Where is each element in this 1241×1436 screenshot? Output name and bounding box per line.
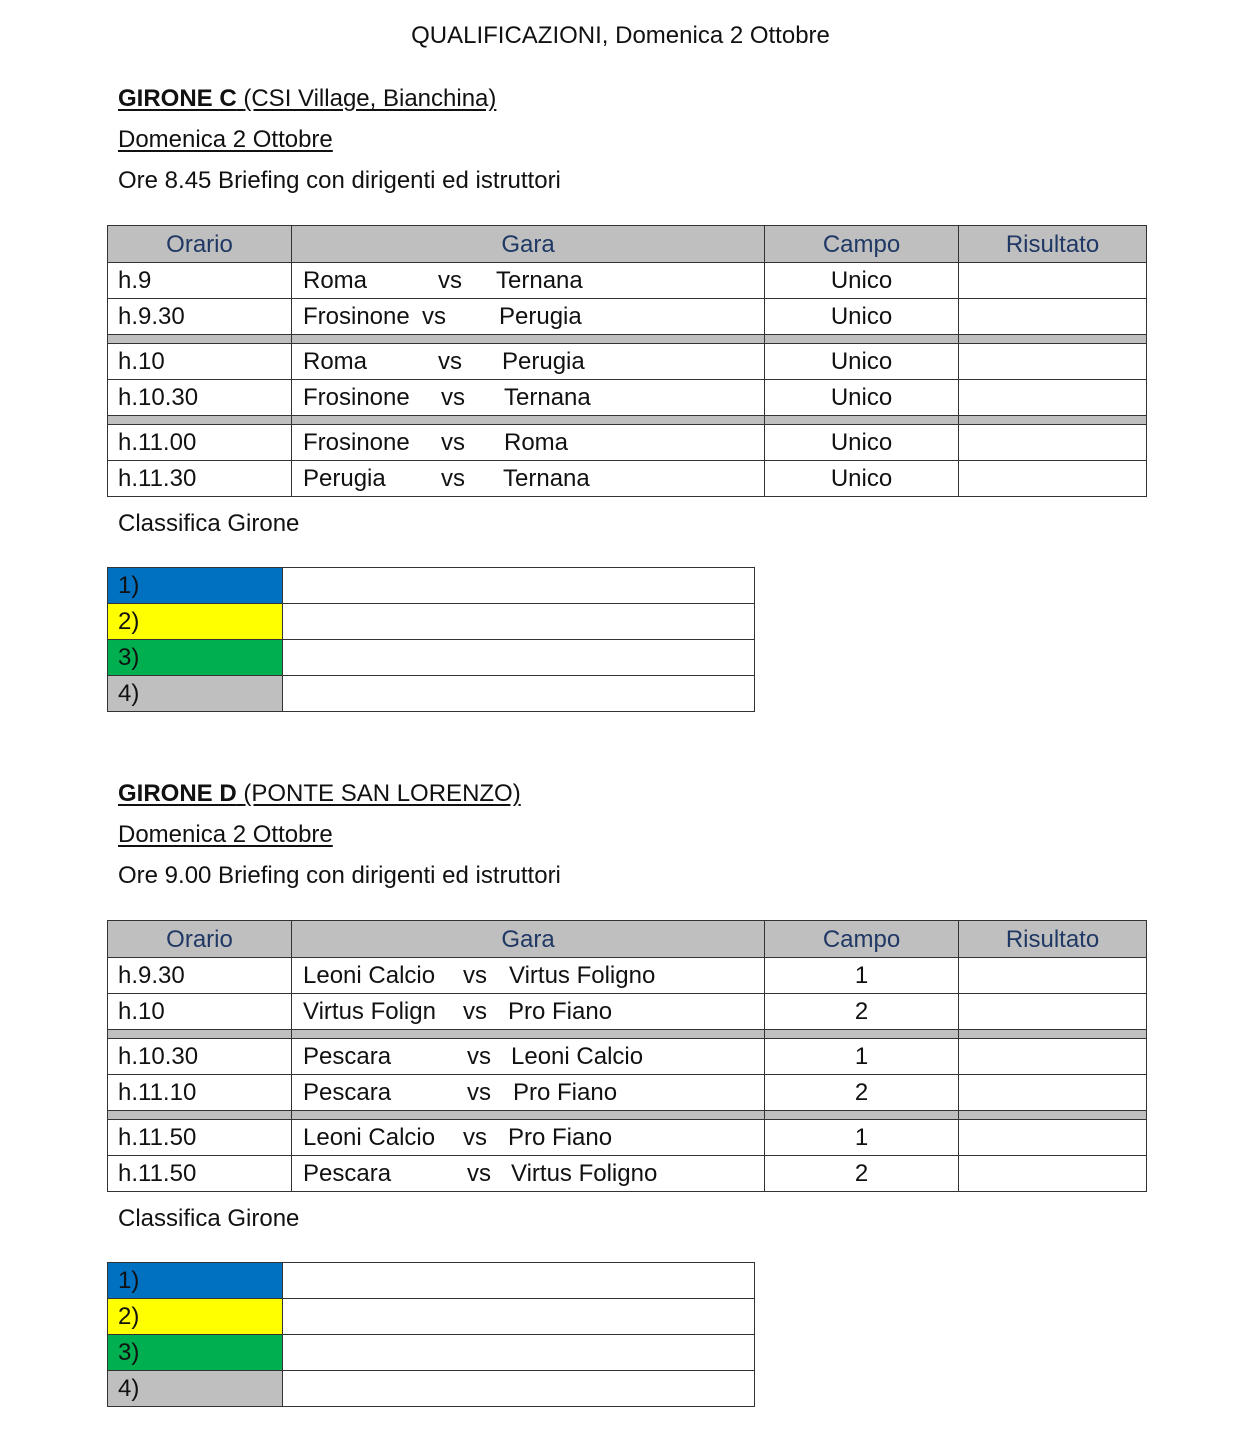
home-team: Pescara xyxy=(303,1160,392,1187)
group-c-venue: (CSI Village, Bianchina) xyxy=(243,85,497,112)
result-cell[interactable] xyxy=(959,344,1147,380)
group-d-ranking-label: Classifica Girone xyxy=(118,1205,300,1232)
match-cell xyxy=(292,958,765,994)
match-field: 2 xyxy=(765,994,959,1030)
group-c-date: Domenica 2 Ottobre xyxy=(118,126,333,153)
group-d-briefing: Ore 9.00 Briefing con dirigenti ed istruttori xyxy=(118,862,561,889)
table-row xyxy=(108,380,1147,416)
result-cell[interactable] xyxy=(959,299,1147,335)
page-title: QUALIFICAZIONI, Domenica 2 Ottobre xyxy=(411,22,830,49)
ranking-row xyxy=(108,568,755,604)
result-cell[interactable] xyxy=(959,425,1147,461)
column-header-time: Orario xyxy=(108,226,292,263)
home-team: Leoni Calcio xyxy=(303,962,436,989)
group-d-ranking-table xyxy=(107,1262,755,1407)
result-cell[interactable] xyxy=(959,958,1147,994)
result-cell[interactable] xyxy=(959,994,1147,1030)
result-cell[interactable] xyxy=(959,1156,1147,1192)
result-cell[interactable] xyxy=(959,1039,1147,1075)
ranking-position: 2) xyxy=(108,1299,283,1335)
home-team: Virtus Folign xyxy=(303,998,436,1025)
match-cell xyxy=(292,344,765,380)
match-time: h.11.00 xyxy=(108,425,292,461)
away-team: Ternana xyxy=(504,384,591,411)
away-team: Pro Fiano xyxy=(513,1079,618,1106)
match-cell xyxy=(292,263,765,299)
result-cell[interactable] xyxy=(959,380,1147,416)
ranking-position: 3) xyxy=(108,1335,283,1371)
round-separator xyxy=(108,416,1147,425)
home-team: Pescara xyxy=(303,1043,392,1070)
round-separator xyxy=(108,335,1147,344)
column-header-match: Gara xyxy=(292,921,765,958)
ranking-position: 4) xyxy=(108,676,283,712)
home-team: Leoni Calcio xyxy=(303,1124,436,1151)
match-time: h.11.50 xyxy=(108,1156,292,1192)
ranking-position: 1) xyxy=(108,1263,283,1299)
vs-label: vs xyxy=(467,1079,491,1106)
home-team: Frosinone xyxy=(303,429,410,456)
table-row xyxy=(108,425,1147,461)
ranking-team-cell[interactable] xyxy=(283,568,755,604)
ranking-position: 4) xyxy=(108,1371,283,1407)
group-d-venue: (PONTE SAN LORENZO) xyxy=(243,780,521,807)
ranking-row xyxy=(108,604,755,640)
match-time: h.10.30 xyxy=(108,1039,292,1075)
result-cell[interactable] xyxy=(959,263,1147,299)
ranking-row xyxy=(108,1371,755,1407)
ranking-team-cell[interactable] xyxy=(283,640,755,676)
round-separator xyxy=(108,1111,1147,1120)
table-row xyxy=(108,1075,1147,1111)
group-d-date: Domenica 2 Ottobre xyxy=(118,821,333,848)
ranking-position: 1) xyxy=(108,568,283,604)
match-field: Unico xyxy=(765,425,959,461)
vs-label: vs xyxy=(441,429,465,456)
ranking-position: 2) xyxy=(108,604,283,640)
table-row xyxy=(108,994,1147,1030)
away-team: Virtus Foligno xyxy=(511,1160,658,1187)
away-team: Ternana xyxy=(503,465,590,492)
table-header-row xyxy=(108,921,1147,958)
match-cell xyxy=(292,461,765,497)
ranking-team-cell[interactable] xyxy=(283,1263,755,1299)
match-time: h.11.50 xyxy=(108,1120,292,1156)
column-header-result: Risultato xyxy=(959,921,1147,958)
home-team: Perugia xyxy=(303,465,386,492)
table-row xyxy=(108,344,1147,380)
ranking-team-cell[interactable] xyxy=(283,604,755,640)
match-field: 2 xyxy=(765,1075,959,1111)
home-team: Roma xyxy=(303,267,368,294)
match-field: Unico xyxy=(765,461,959,497)
home-team: Frosinone xyxy=(303,303,410,330)
group-c-briefing: Ore 8.45 Briefing con dirigenti ed istruttori xyxy=(118,167,561,194)
round-separator xyxy=(108,1030,1147,1039)
away-team: Pro Fiano xyxy=(508,998,613,1025)
group-c-ranking-table xyxy=(107,567,755,712)
match-cell xyxy=(292,1039,765,1075)
table-row xyxy=(108,958,1147,994)
group-d-name: GIRONE D xyxy=(118,780,237,807)
vs-label: vs xyxy=(463,998,487,1025)
match-time: h.11.30 xyxy=(108,461,292,497)
column-header-match: Gara xyxy=(292,226,765,263)
match-time: h.10 xyxy=(108,344,292,380)
group-c-heading xyxy=(118,85,496,113)
match-cell xyxy=(292,380,765,416)
ranking-row xyxy=(108,1299,755,1335)
away-team: Virtus Foligno xyxy=(509,962,656,989)
vs-label: vs xyxy=(463,1124,487,1151)
match-time: h.9.30 xyxy=(108,299,292,335)
table-row xyxy=(108,263,1147,299)
vs-label: vs xyxy=(467,1043,491,1070)
result-cell[interactable] xyxy=(959,1075,1147,1111)
ranking-row xyxy=(108,676,755,712)
match-cell xyxy=(292,299,765,335)
away-team: Pro Fiano xyxy=(508,1124,613,1151)
column-header-field: Campo xyxy=(765,921,959,958)
group-d-schedule-table xyxy=(107,920,1147,1192)
match-cell xyxy=(292,425,765,461)
home-team: Frosinone xyxy=(303,384,410,411)
away-team: Leoni Calcio xyxy=(511,1043,644,1070)
table-row xyxy=(108,1156,1147,1192)
match-field: 1 xyxy=(765,958,959,994)
ranking-team-cell[interactable] xyxy=(283,1299,755,1335)
match-time: h.11.10 xyxy=(108,1075,292,1111)
vs-label: vs xyxy=(438,348,462,375)
ranking-team-cell[interactable] xyxy=(283,1371,755,1407)
match-time: h.10.30 xyxy=(108,380,292,416)
table-row xyxy=(108,299,1147,335)
match-field: Unico xyxy=(765,263,959,299)
ranking-row xyxy=(108,1263,755,1299)
match-cell xyxy=(292,1075,765,1111)
column-header-time: Orario xyxy=(108,921,292,958)
vs-label: vs xyxy=(441,465,465,492)
ranking-row xyxy=(108,640,755,676)
vs-label: vs xyxy=(422,303,446,330)
vs-label: vs xyxy=(441,384,465,411)
table-row xyxy=(108,1120,1147,1156)
vs-label: vs xyxy=(438,267,462,294)
group-d-heading xyxy=(118,780,521,808)
match-field: 1 xyxy=(765,1039,959,1075)
match-time: h.10 xyxy=(108,994,292,1030)
match-cell xyxy=(292,1120,765,1156)
match-time: h.9.30 xyxy=(108,958,292,994)
ranking-team-cell[interactable] xyxy=(283,1335,755,1371)
ranking-position: 3) xyxy=(108,640,283,676)
match-field: 2 xyxy=(765,1156,959,1192)
away-team: Ternana xyxy=(496,267,583,294)
result-cell[interactable] xyxy=(959,1120,1147,1156)
table-header-row xyxy=(108,226,1147,263)
vs-label: vs xyxy=(463,962,487,989)
away-team: Roma xyxy=(504,429,569,456)
column-header-result: Risultato xyxy=(959,226,1147,263)
match-time: h.9 xyxy=(108,263,292,299)
home-team: Roma xyxy=(303,348,368,375)
ranking-row xyxy=(108,1335,755,1371)
ranking-team-cell[interactable] xyxy=(283,676,755,712)
group-c-schedule-table xyxy=(107,225,1147,497)
away-team: Perugia xyxy=(499,303,582,330)
table-row xyxy=(108,1039,1147,1075)
group-c-name: GIRONE C xyxy=(118,85,237,112)
result-cell[interactable] xyxy=(959,461,1147,497)
away-team: Perugia xyxy=(502,348,585,375)
column-header-field: Campo xyxy=(765,226,959,263)
match-field: Unico xyxy=(765,299,959,335)
match-field: 1 xyxy=(765,1120,959,1156)
match-field: Unico xyxy=(765,344,959,380)
match-field: Unico xyxy=(765,380,959,416)
home-team: Pescara xyxy=(303,1079,392,1106)
match-cell xyxy=(292,1156,765,1192)
table-row xyxy=(108,461,1147,497)
vs-label: vs xyxy=(467,1160,491,1187)
match-cell xyxy=(292,994,765,1030)
group-c-ranking-label: Classifica Girone xyxy=(118,510,300,537)
